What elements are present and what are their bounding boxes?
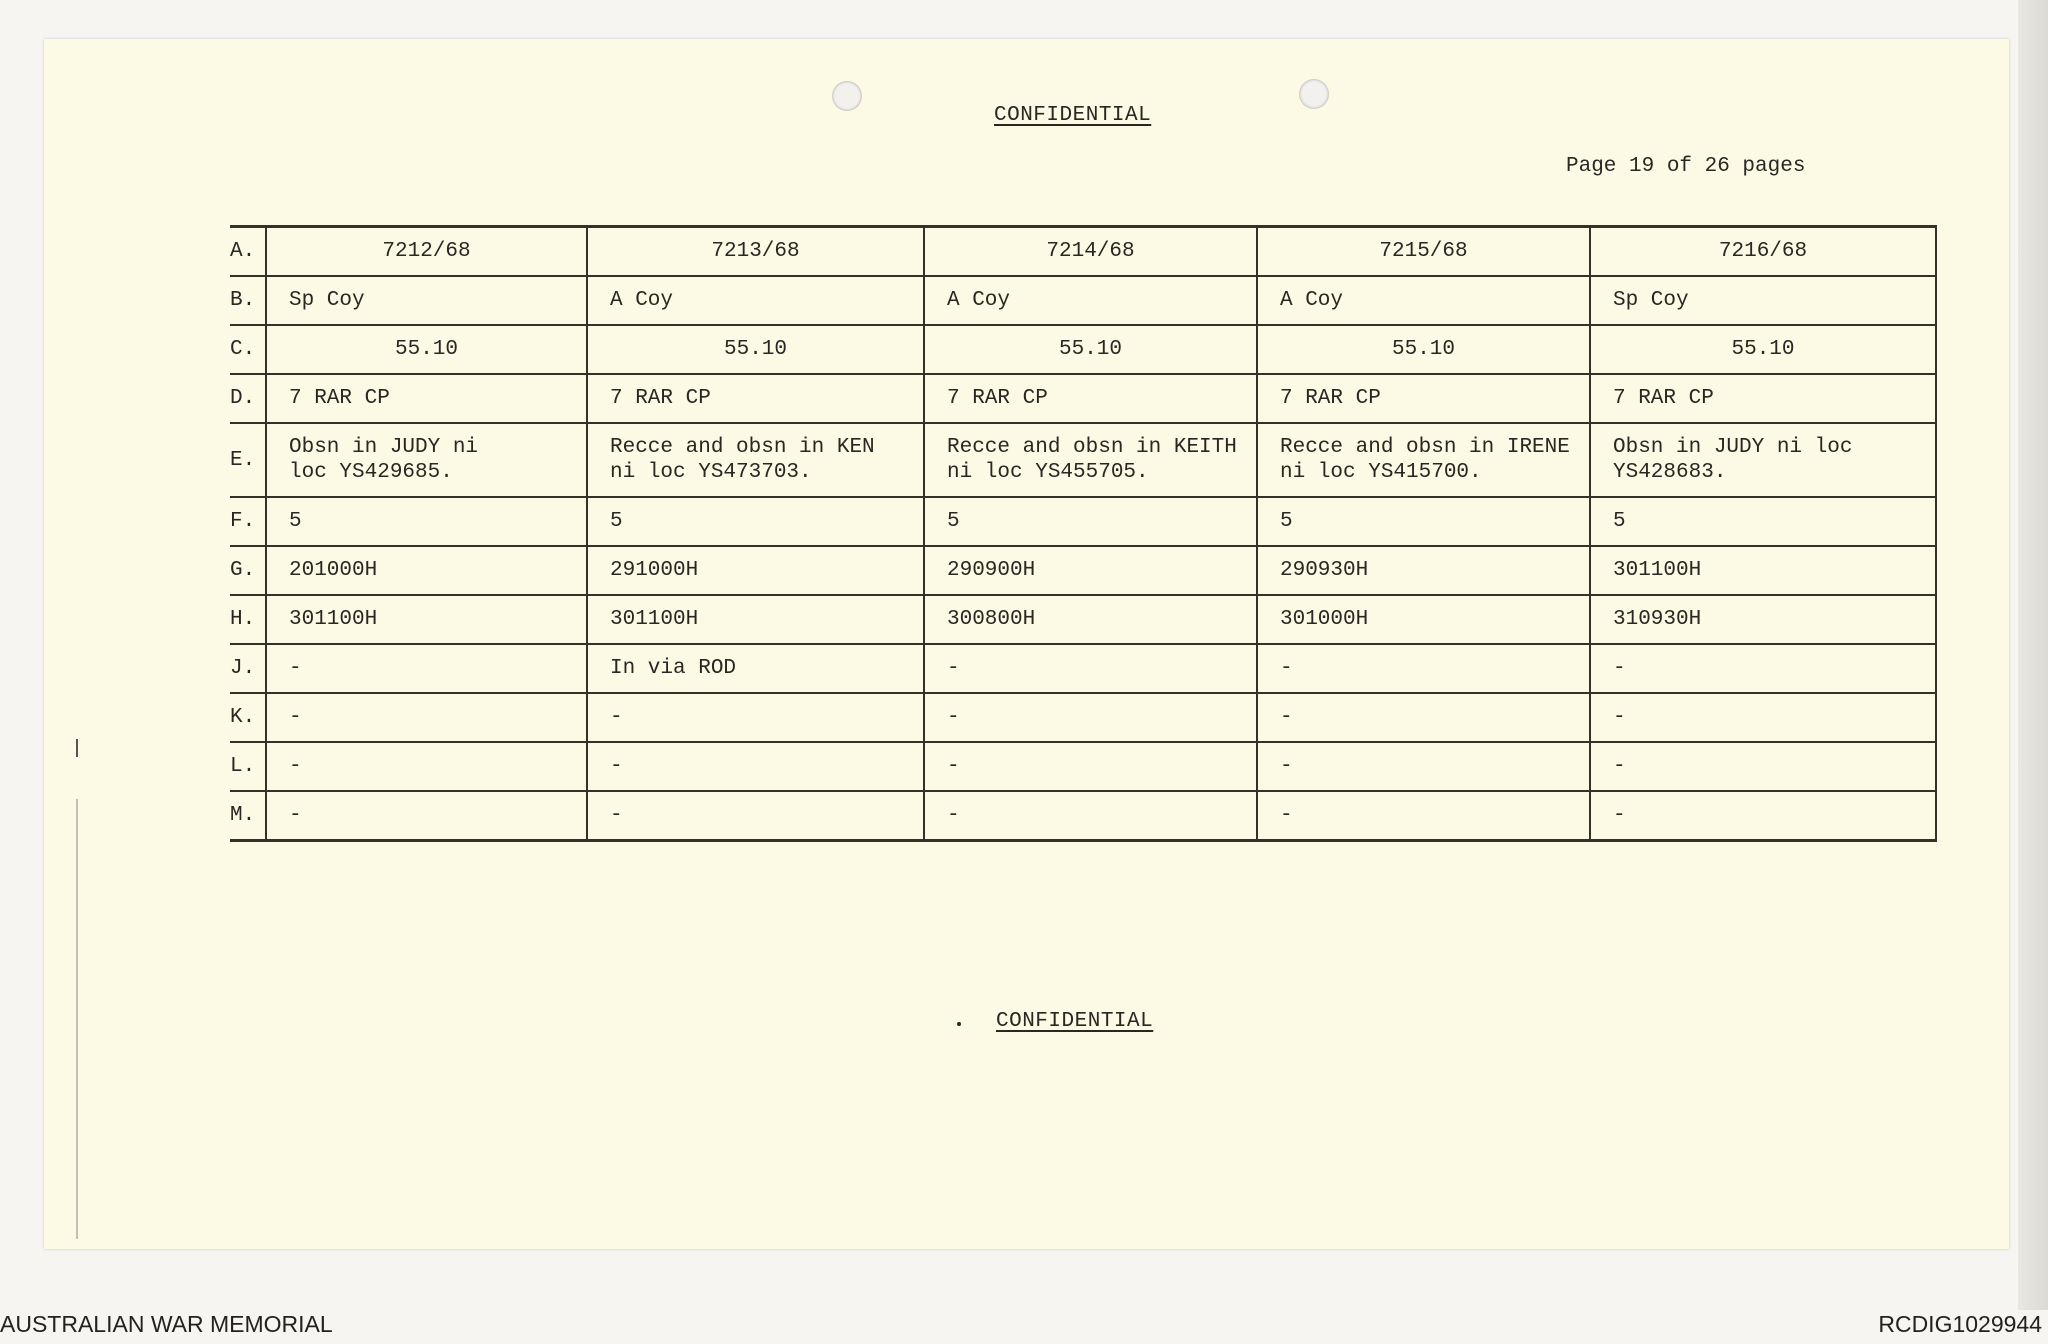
row-label: C.: [230, 325, 266, 374]
row-label: J.: [230, 644, 266, 693]
table-cell: -: [266, 644, 587, 693]
table-cell: 5: [587, 497, 924, 546]
table-cell: -: [924, 791, 1257, 841]
table-row: [230, 325, 1936, 374]
table-cell: 290900H: [924, 546, 1257, 595]
table-cell: -: [924, 644, 1257, 693]
table-row: [230, 693, 1936, 742]
table-cell: Obsn in JUDY ni loc YS428683.: [1590, 423, 1936, 497]
table-row: [230, 595, 1936, 644]
table-cell: -: [587, 791, 924, 841]
table-cell: -: [587, 742, 924, 791]
table-cell: Recce and obsn in KEN ni loc YS473703.: [587, 423, 924, 497]
table-row: [230, 644, 1936, 693]
row-label: F.: [230, 497, 266, 546]
archive-reference: RCDIG1029944: [1878, 1311, 2042, 1337]
row-label: E.: [230, 423, 266, 497]
table-cell: -: [1590, 791, 1936, 841]
table-cell: 7 RAR CP: [1590, 374, 1936, 423]
table-cell: 7214/68: [924, 227, 1257, 277]
row-label: L.: [230, 742, 266, 791]
table-cell: 301100H: [587, 595, 924, 644]
table-row: [230, 423, 1936, 497]
row-label: K.: [230, 693, 266, 742]
classification-top: CONFIDENTIAL: [994, 104, 1152, 127]
table-cell: -: [1590, 644, 1936, 693]
table-cell: 5: [1257, 497, 1590, 546]
table-cell: Sp Coy: [1590, 276, 1936, 325]
table-cell: 55.10: [1590, 325, 1936, 374]
table-cell: A Coy: [1257, 276, 1590, 325]
table-cell: Sp Coy: [266, 276, 587, 325]
table-cell: 55.10: [266, 325, 587, 374]
margin-rule: [76, 799, 78, 1239]
row-label: H.: [230, 595, 266, 644]
row-label: A.: [230, 227, 266, 277]
table-cell: 290930H: [1257, 546, 1590, 595]
table-cell: -: [587, 693, 924, 742]
table-cell: 7 RAR CP: [266, 374, 587, 423]
table-cell: 55.10: [587, 325, 924, 374]
table-cell: 5: [924, 497, 1257, 546]
punch-hole-left: [832, 81, 862, 111]
page-indicator: Page 19 of 26 pages: [1566, 155, 1806, 178]
scanner-edge: [2018, 0, 2048, 1310]
table-cell: Recce and obsn in IRENE ni loc YS415700.: [1257, 423, 1590, 497]
punch-hole-right: [1299, 79, 1329, 109]
table-cell: 7213/68: [587, 227, 924, 277]
table-row: [230, 742, 1936, 791]
table-row: [230, 227, 1936, 277]
table-cell: 301000H: [1257, 595, 1590, 644]
table-cell: 7216/68: [1590, 227, 1936, 277]
table-cell: -: [1257, 693, 1590, 742]
ink-dot: [957, 1022, 961, 1026]
table-cell: 201000H: [266, 546, 587, 595]
table-cell: -: [1590, 693, 1936, 742]
row-label: D.: [230, 374, 266, 423]
table-cell: 7 RAR CP: [587, 374, 924, 423]
table-cell: Obsn in JUDY ni loc YS429685.: [266, 423, 587, 497]
table-cell: 55.10: [924, 325, 1257, 374]
table-cell: -: [924, 742, 1257, 791]
row-label: B.: [230, 276, 266, 325]
table-cell: -: [266, 791, 587, 841]
table-cell: 7 RAR CP: [924, 374, 1257, 423]
table-cell: Recce and obsn in KEITH ni loc YS455705.: [924, 423, 1257, 497]
table-cell: -: [1257, 644, 1590, 693]
row-label: G.: [230, 546, 266, 595]
table-cell: 301100H: [266, 595, 587, 644]
table-cell: A Coy: [924, 276, 1257, 325]
table-cell: -: [266, 742, 587, 791]
table-cell: -: [266, 693, 587, 742]
table-cell: -: [1257, 791, 1590, 841]
margin-mark: [76, 739, 78, 757]
row-label: M.: [230, 791, 266, 841]
table-cell: 7215/68: [1257, 227, 1590, 277]
table-cell: 7212/68: [266, 227, 587, 277]
table-cell: 291000H: [587, 546, 924, 595]
table-row: [230, 791, 1936, 841]
table-row: [230, 276, 1936, 325]
table-cell: 301100H: [1590, 546, 1936, 595]
table-cell: 300800H: [924, 595, 1257, 644]
archive-credit: AUSTRALIAN WAR MEMORIAL: [0, 1311, 333, 1337]
table-cell: 5: [266, 497, 587, 546]
table-row: [230, 546, 1936, 595]
classification-bottom: CONFIDENTIAL: [996, 1010, 1154, 1033]
patrol-table: [230, 225, 1937, 842]
table-cell: 5: [1590, 497, 1936, 546]
table-row: [230, 374, 1936, 423]
table-cell: 55.10: [1257, 325, 1590, 374]
table-cell: 7 RAR CP: [1257, 374, 1590, 423]
table-cell: -: [924, 693, 1257, 742]
table-row: [230, 497, 1936, 546]
table-cell: 310930H: [1590, 595, 1936, 644]
table-cell: -: [1590, 742, 1936, 791]
table-cell: A Coy: [587, 276, 924, 325]
table-cell: In via ROD: [587, 644, 924, 693]
table-cell: -: [1257, 742, 1590, 791]
